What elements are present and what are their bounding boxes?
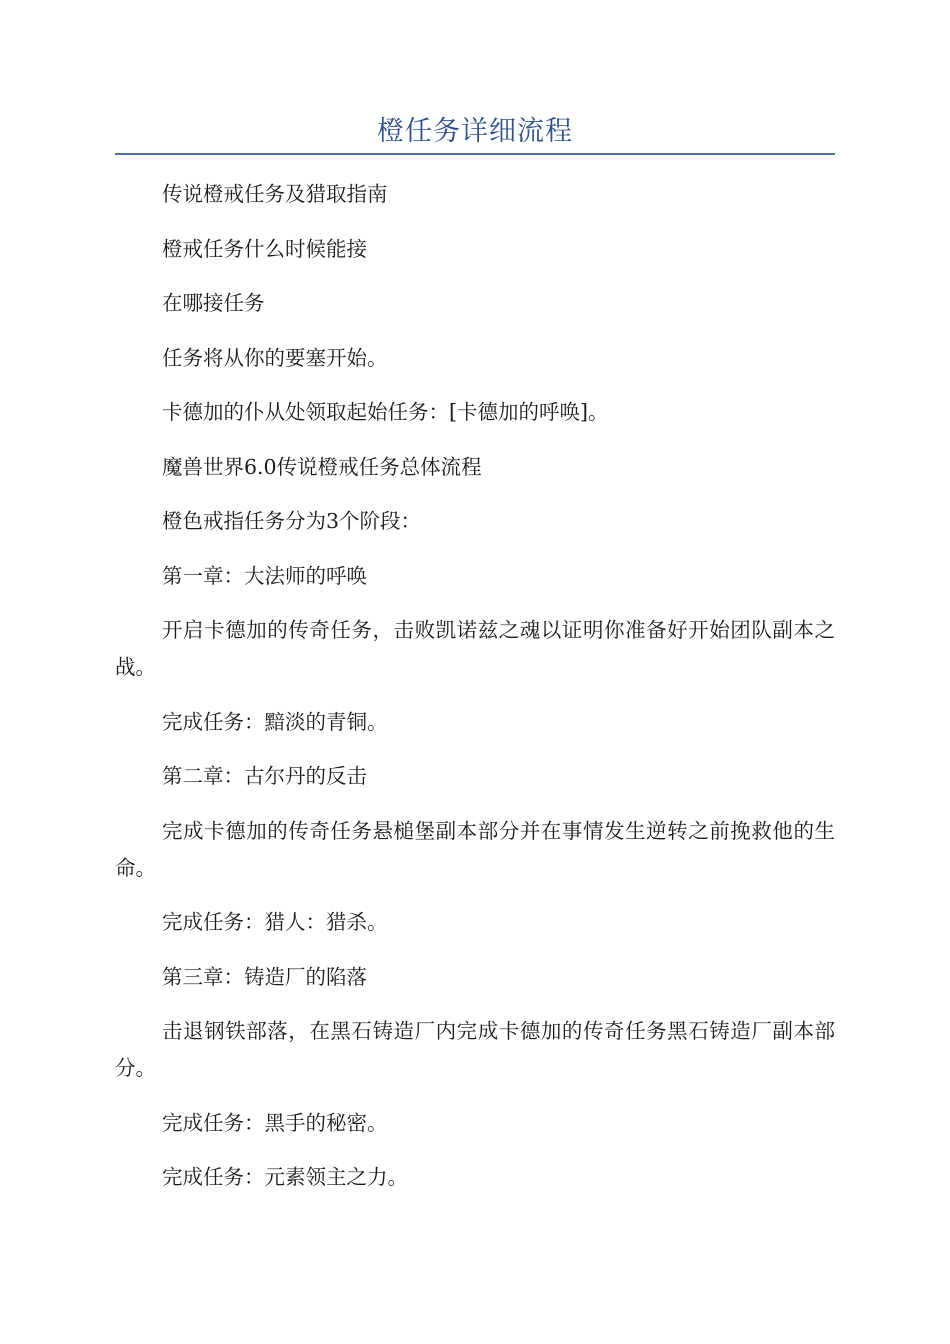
chapter-heading: 第二章：古尔丹的反击: [162, 764, 367, 788]
title-underline: [115, 153, 835, 155]
paragraph: 任务将从你的要塞开始。: [162, 345, 388, 370]
paragraph: 完成任务：黯淡的青铜。: [162, 709, 388, 734]
paragraph: 击退钢铁部落，在黑石铸造厂内完成卡德加的传奇任务黑石铸造厂副本部分。: [115, 1019, 835, 1080]
paragraph: 完成任务：猎人：猎杀。: [162, 910, 388, 934]
chapter-heading: 第一章：大法师的呼唤: [162, 563, 367, 588]
paragraph: 橙色戒指任务分为3个阶段：: [162, 509, 422, 533]
chapter-heading: 第三章：铸造厂的陷落: [162, 964, 367, 989]
paragraph: 橙戒任务什么时候能接: [162, 236, 367, 261]
paragraph: 完成任务：元素领主之力。: [162, 1165, 408, 1189]
paragraph: 在哪接任务: [162, 291, 265, 315]
paragraph: 开启卡德加的传奇任务，击败凯诺兹之魂以证明你准备好开始团队副本之战。: [115, 618, 835, 679]
paragraph: 完成任务：黑手的秘密。: [162, 1110, 388, 1135]
paragraph: 传说橙戒任务及猎取指南: [162, 182, 388, 206]
document-title: 橙任务详细流程: [377, 116, 573, 147]
paragraph: 卡德加的仆从处领取起始任务：[卡德加的呼唤]。: [162, 400, 609, 424]
paragraph: 完成卡德加的传奇任务悬槌堡副本部分并在事情发生逆转之前挽救他的生命。: [115, 818, 835, 880]
paragraph: 魔兽世界6.0传说橙戒任务总体流程: [162, 454, 482, 479]
document-body: [115, 176, 835, 1214]
